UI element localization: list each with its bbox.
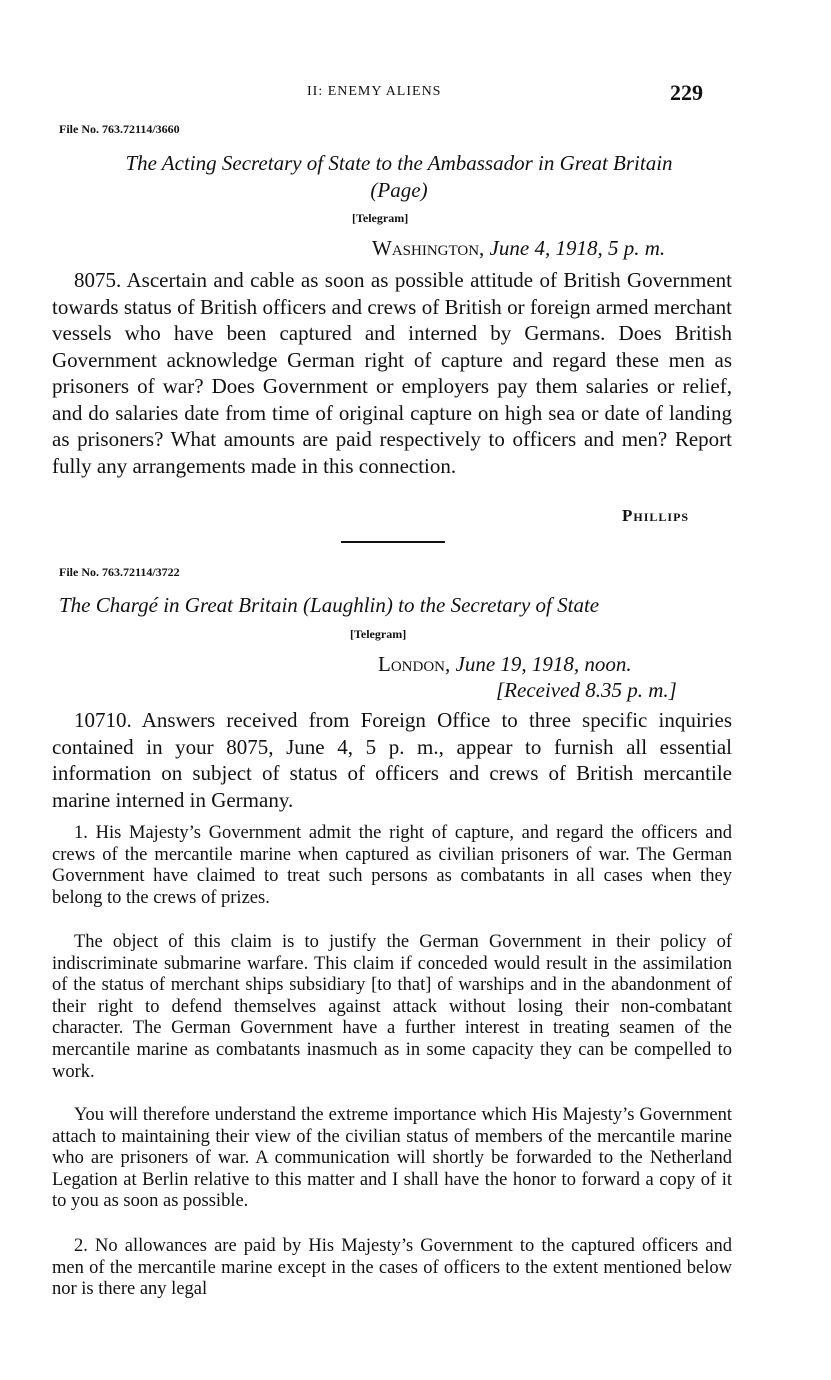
point-1-paragraph: 1. His Majesty’s Government admit the right of capture, and regard the officers and crews of the mercantile marine when captured as civilian prisoners of war. The German Government have claimed to treat such persons as combatants in all cases when they belong to the crews of prizes. <box>52 823 732 908</box>
dateline-1 <box>372 236 665 261</box>
file-number-1: File No. 763.72114/3660 <box>59 122 180 136</box>
section-divider <box>341 541 445 543</box>
telegram-label-2: [Telegram] <box>350 627 407 641</box>
signature: Phillips <box>622 506 690 525</box>
dateline-place: Washington, <box>372 236 485 260</box>
document-title-1 <box>59 150 739 204</box>
received-time: [Received 8.35 p. m.] <box>496 678 677 702</box>
file-number-2: File No. 763.72114/3722 <box>59 565 180 579</box>
running-title: II: ENEMY ALIENS <box>307 84 442 99</box>
dateline-2 <box>378 652 632 677</box>
telegram-intro-2: 10710. Answers received from Foreign Office to three specific inquiries contained in your 8075, June 4, 5 p. m., appear to furnish all essential information on subject of status of officers and crews of British mercantile marine interned in Germany. <box>52 708 732 812</box>
dateline-date: June 19, 1918, noon. <box>455 652 632 676</box>
dateline-date: June 4, 1918, 5 p. m. <box>489 236 666 260</box>
telegram-body-1: 8075. Ascertain and cable as soon as possible attitude of British Government towards status of British officers and crews of British or foreign armed merchant vessels who have been captured and interned by Germans. Does British Government acknowledge German right of capture and regard these men as prisoners of war? Does Government or employers pay them salaries or relief, and do salaries date from time of original capture on high sea or date of landing as prisoners? What amounts are paid respectively to officers and men? Report fully any arrangements made in this connection. <box>52 268 732 478</box>
telegram-label-1: [Telegram] <box>352 211 409 225</box>
dateline-place: London, <box>378 652 451 676</box>
title-line-1: The Acting Secretary of State to the Ambassador in Great Britain <box>125 151 673 175</box>
title-line-2: (Page) <box>370 178 428 202</box>
received-note <box>496 678 677 703</box>
importance-paragraph: You will therefore understand the extreme importance which His Majesty’s Government attach to maintaining their view of the civilian status of members of the mercantile marine who are prisoners of war. A communication will shortly be forwarded to the Netherland Legation at Berlin relative to this matter and I shall have the honor to forward a copy of it to you as soon as possible. <box>52 1105 732 1212</box>
page-number: 229 <box>670 80 703 105</box>
point-2-paragraph: 2. No allowances are paid by His Majesty’s Government to the captured officers and men of the mercantile marine except in the cases of officers to the extent mentioned below nor is there any legal <box>52 1236 732 1300</box>
claim-paragraph: The object of this claim is to justify the German Government in their policy of indiscriminate submarine warfare. This claim if conceded would result in the assimilation of the status of merchant ships subsidiary [to that] of warships and in the abandonment of their right to defend themselves against attack without losing their non-combatant character. The German Government have a further interest in treating seamen of the mercantile marine as combatants inasmuch as in some capacity they can be compelled to work. <box>52 932 732 1082</box>
document-title-2: The Chargé in Great Britain (Laughlin) to the Secretary of State <box>59 593 600 617</box>
